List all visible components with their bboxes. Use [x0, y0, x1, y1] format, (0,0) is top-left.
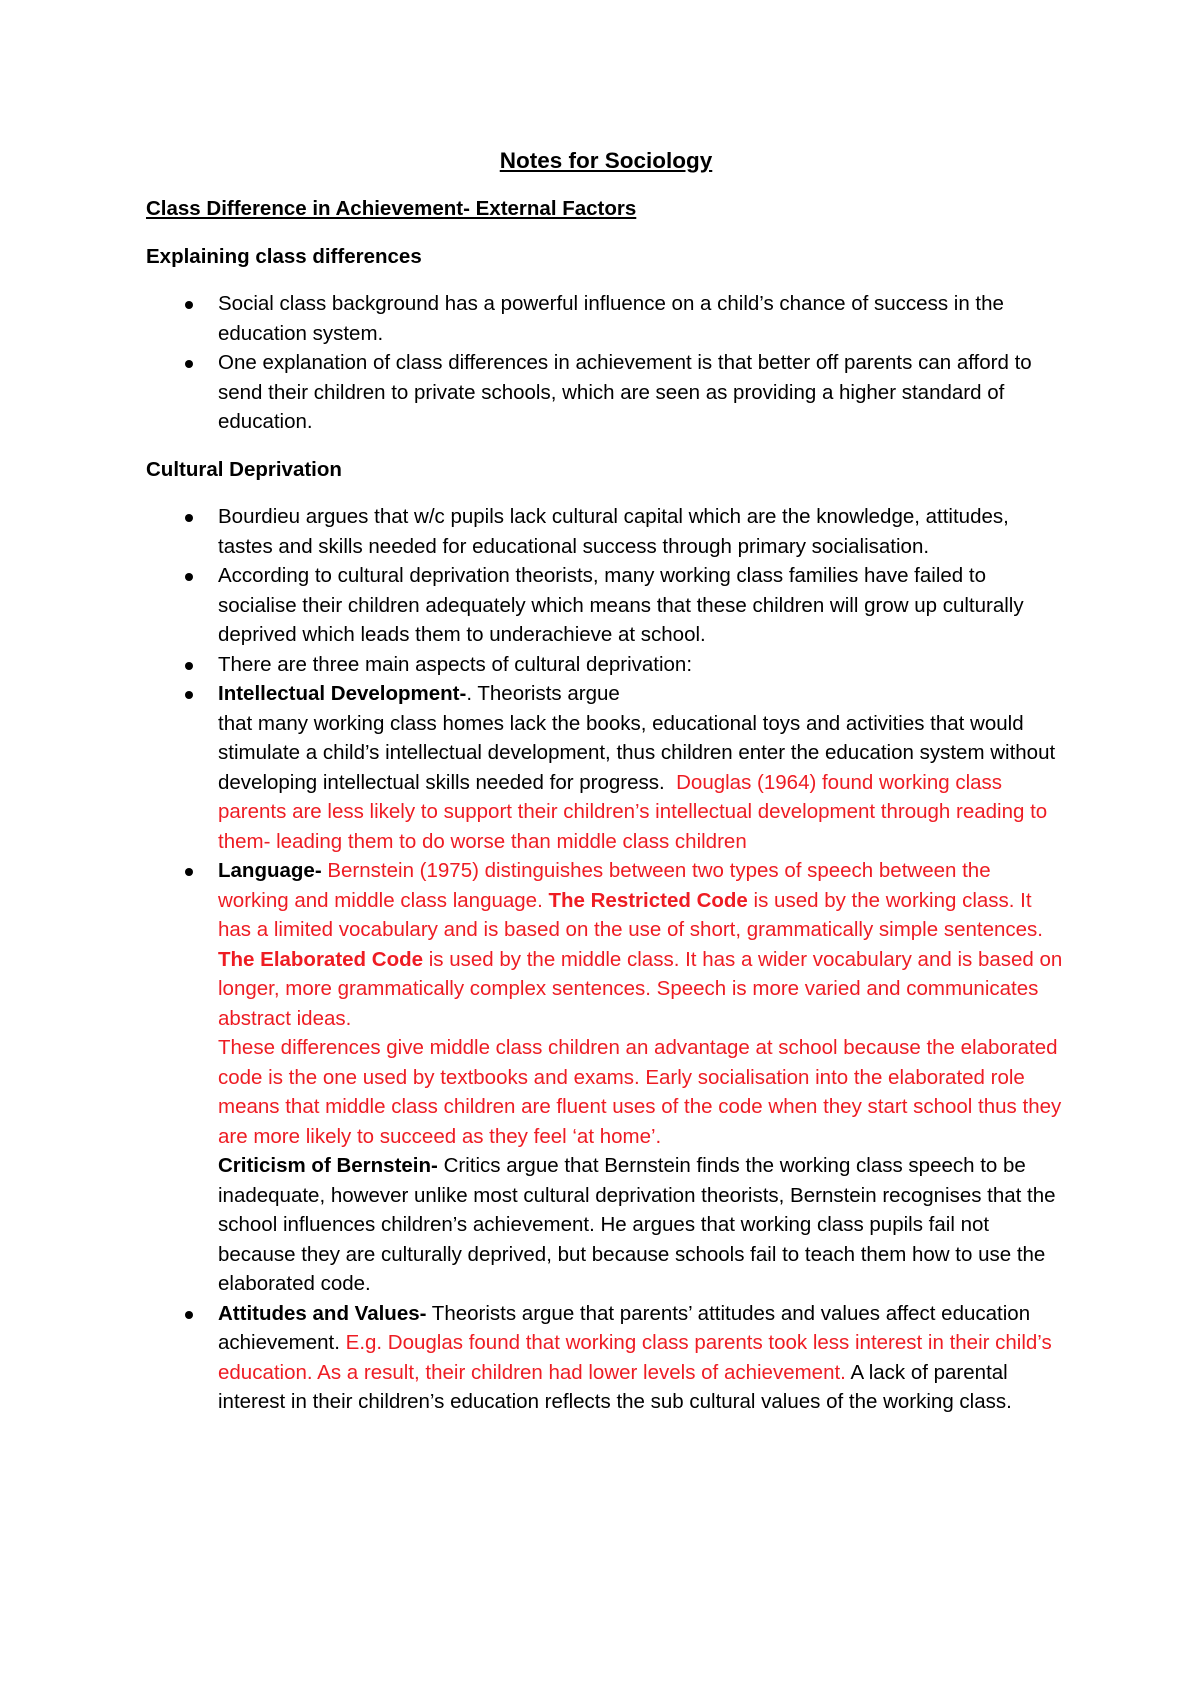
list-item-attitudes-and-values — [146, 1299, 1066, 1417]
code-differences-text: These differences give middle class children an advantage at school because the elaborated code is the one used by textbooks and exams. Early socialisation into the elaborated role means that middle class children are fluent uses of the code when they start school thus they are more likely to succeed as they feel ‘at home’. — [218, 1036, 1062, 1148]
bullet-point-icon — [185, 360, 193, 368]
list-item-text: There are three main aspects of cultural deprivation: — [218, 652, 693, 676]
list-item — [146, 561, 1066, 650]
list-item-intellectual-development — [146, 679, 1066, 856]
bullet-point-icon — [185, 691, 193, 699]
language-label: Language- — [218, 859, 322, 882]
restricted-code-text: is used by the working class. It has a limited vocabulary and is based on the use of short, grammatically simple sentences. — [218, 888, 1043, 941]
bullet-point-icon — [185, 662, 193, 670]
bullet-point-icon — [185, 868, 193, 876]
restricted-code-label: The Restricted Code — [548, 888, 748, 912]
list-item-text: According to cultural deprivation theorists, many working class families have failed to socialise their children adequately which means that these children will grow up culturally deprived which leads them to underachieve at school. — [218, 564, 1024, 646]
intellectual-development-text-2: that many working class homes lack the books, educational toys and activities that would stimulate a child’s intellectual development, thus children enter the education system without developing intellectual skills needed for progress. — [218, 711, 1056, 794]
bullet-point-icon — [185, 1311, 193, 1319]
douglas-1964-finding: Douglas (1964) found working class parents are less likely to support their children’s intellectual development through reading to them- leading them to do worse than middle class children — [218, 770, 1048, 853]
criticism-of-bernstein-label: Criticism of Bernstein- — [218, 1154, 438, 1177]
subheading-explaining-class-differences: Explaining class differences — [146, 244, 422, 268]
list-item-language — [146, 856, 1066, 1299]
douglas-attitudes-finding: E.g. Douglas found that working class parents took less interest in their child’s education. As a result, their children had lower levels of achievement. — [218, 1331, 1052, 1384]
section-heading: Class Difference in Achievement- External Factors — [146, 197, 637, 220]
elaborated-code-label: The Elaborated Code — [218, 947, 424, 971]
intellectual-development-text-1: . Theorists argue — [466, 682, 620, 705]
bullet-list-cultural-deprivation — [146, 502, 1066, 1417]
criticism-of-bernstein-text: Critics argue that Bernstein finds the working class speech to be inadequate, however unlike most cultural deprivation theorists, Bernstein recognises that the school influences children’s achievement. He argues that working class pupils fail not because they are culturally deprived, but because schools fail to teach them how to use the elaborated code. — [218, 1154, 1056, 1295]
attitudes-values-text-2: A lack of parental interest in their children’s education reflects the sub cultural values of the working class. — [218, 1360, 1012, 1413]
bullet-point-icon — [185, 573, 193, 581]
list-item — [146, 650, 1066, 680]
list-item — [146, 348, 1066, 437]
bernstein-intro: Bernstein (1975) distinguishes between two types of speech between the working and middle class language. — [218, 859, 991, 912]
intellectual-development-label: Intellectual Development- — [218, 682, 467, 705]
list-item-text: Social class background has a powerful influence on a child’s chance of success in the education system. — [218, 292, 1004, 345]
bullet-point-icon — [185, 514, 193, 522]
list-item-text: Bourdieu argues that w/c pupils lack cultural capital which are the knowledge, attitudes, tastes and skills needed for educational success through primary socialisation. — [218, 505, 1009, 558]
list-item — [146, 502, 1066, 561]
subheading-cultural-deprivation: Cultural Deprivation — [146, 457, 342, 481]
document-body — [146, 146, 1066, 1435]
document-title: Notes for Sociology — [499, 148, 713, 173]
list-item-text: One explanation of class differences in achievement is that better off parents can afford to send their children to private schools, which are seen as providing a higher standard of education. — [218, 351, 1032, 433]
bullet-point-icon — [185, 301, 193, 309]
attitudes-values-label: Attitudes and Values- — [218, 1301, 427, 1325]
list-item — [146, 289, 1066, 348]
attitudes-values-text-1: Theorists argue that parents’ attitudes and values affect education achievement. — [218, 1301, 1031, 1354]
elaborated-code-text: is used by the middle class. It has a wider vocabulary and is based on longer, more grammatically complex sentences. Speech is more varied and communicates abstract ideas. — [218, 947, 1063, 1030]
bullet-list-explaining — [146, 289, 1066, 437]
